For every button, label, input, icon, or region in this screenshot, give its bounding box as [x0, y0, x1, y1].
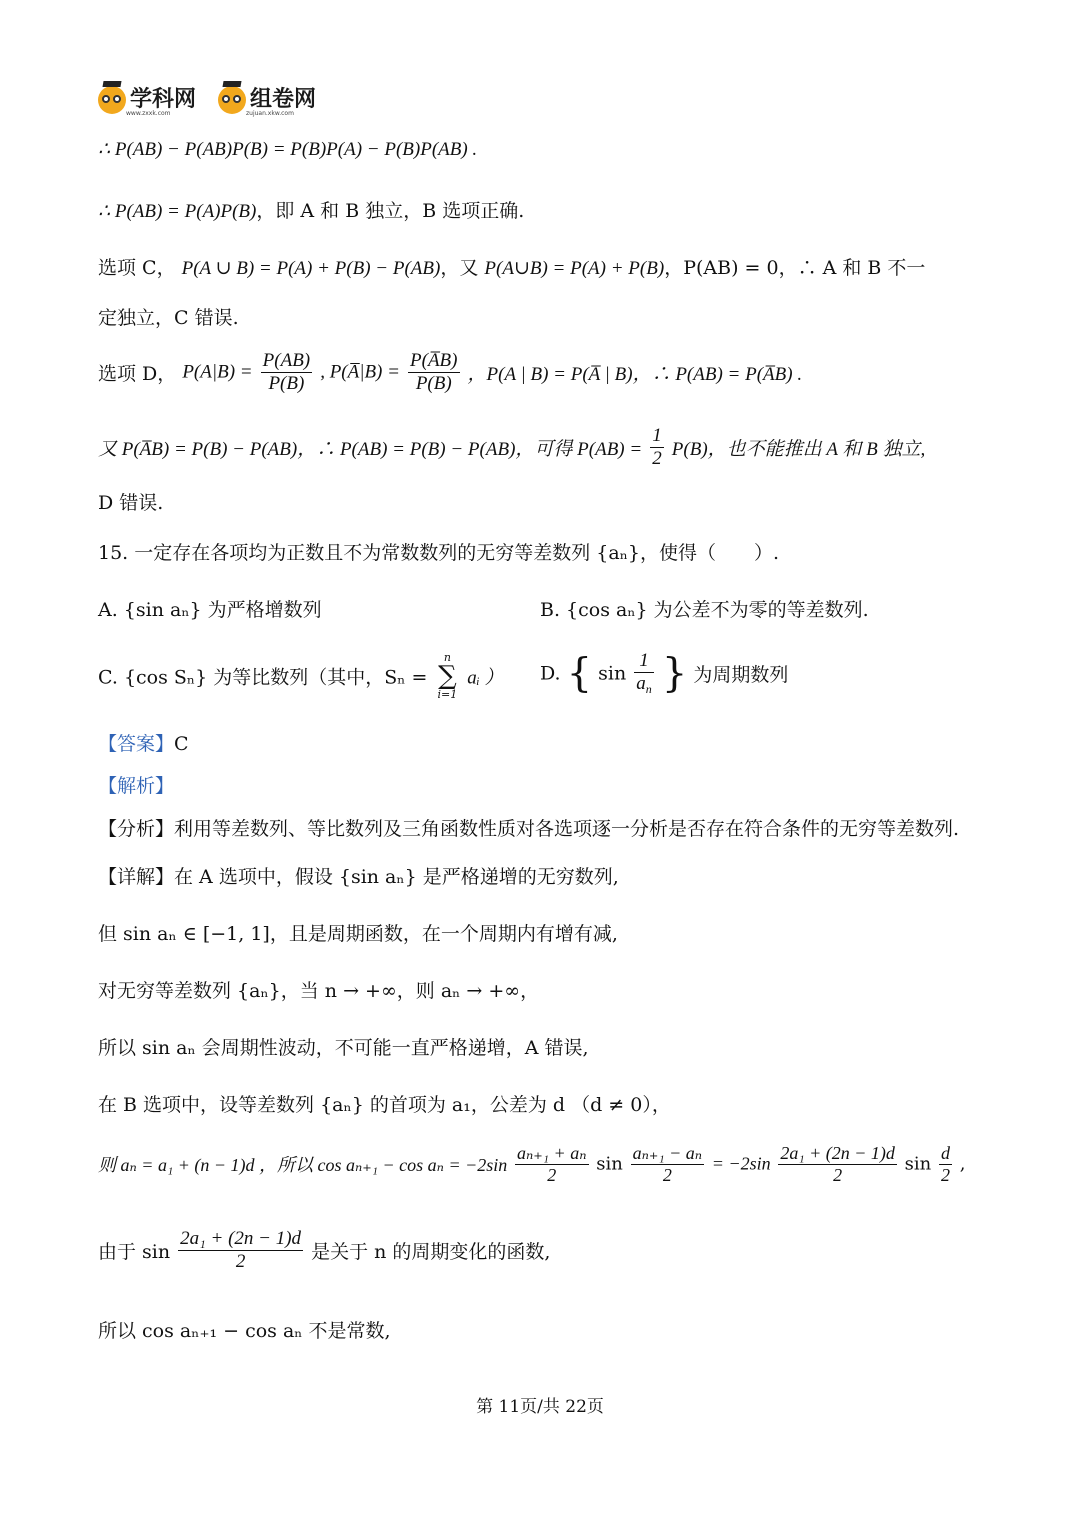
fraction — [261, 350, 312, 395]
text: 由于 sin — [98, 1240, 171, 1263]
sum-lower: i=1 — [437, 688, 458, 701]
text: ，P(AB) = 0，∴ A 和 B 不一 — [664, 257, 926, 279]
numerator: d — [940, 1143, 950, 1163]
solution-line-3: 对无穷等差数列 {aₙ}，当 n → +∞，则 aₙ → +∞， — [98, 980, 540, 1002]
solution-line-6 — [98, 1143, 965, 1185]
fraction — [778, 1143, 897, 1185]
fraction — [650, 425, 664, 470]
fraction — [631, 1143, 705, 1185]
denominator: P(B) — [415, 372, 452, 394]
label: D. — [540, 662, 561, 685]
numerator: 2a₁ + (2n − 1)d — [780, 1143, 895, 1163]
solution-line-5: 在 B 选项中，设等差数列 {aₙ} 的首项为 a₁，公差为 d （d ≠ 0）， — [98, 1094, 671, 1116]
line-derivation-2 — [98, 196, 524, 223]
option-b: B. {cos aₙ} 为公差不为零的等差数列. — [540, 599, 869, 621]
fraction — [515, 1143, 589, 1185]
fraction — [634, 650, 654, 697]
text: 是关于 n 的周期变化的函数, — [311, 1240, 551, 1263]
numerator: 1 — [652, 425, 662, 446]
sigma-icon: ∑ — [438, 661, 457, 691]
numerator: aₙ₊₁ + aₙ — [517, 1143, 587, 1163]
math: P(A|B) = — [182, 361, 253, 383]
line-derivation-1: ∴ P(AB) − P(AB)P(B) = P(B)P(A) − P(B)P(AB) . — [98, 139, 478, 160]
option-d — [540, 650, 788, 697]
sin-label: sin — [598, 662, 627, 685]
numerator: aₙ₊₁ − aₙ — [632, 1143, 703, 1163]
logo-text: 学科网 — [130, 87, 197, 112]
numerator: 2a₁ + (2n − 1)d — [180, 1228, 302, 1249]
brace-left-icon: { — [566, 650, 593, 697]
option-d-conclusion: D 错误. — [98, 492, 164, 514]
numerator: P(AB) — [262, 350, 311, 371]
logo-sub: zujuan.xkw.com — [246, 110, 294, 117]
brace-right-icon: } — [661, 650, 688, 697]
xiangjie-tag: 【详解】 — [98, 866, 175, 888]
math: , P(A̅|B) = — [320, 361, 400, 383]
option-a: A. {sin aₙ} 为严格增数列 — [98, 599, 322, 621]
math: ∴ P(AB) = P(A)P(B) — [98, 201, 257, 222]
denominator: P(B) — [268, 372, 305, 394]
summation — [436, 652, 460, 700]
text: ，即 A 和 B 独立，B 选项正确. — [256, 200, 525, 222]
option-d-analysis — [98, 350, 802, 395]
logo-zujuanwang — [218, 80, 316, 120]
solution-line-2: 但 sin aₙ ∈ [−1, 1]，且是周期函数，在一个周期内有增有减, — [98, 923, 618, 945]
owl-icon — [98, 86, 126, 114]
sin-label: sin — [596, 1153, 623, 1175]
denominator: 2 — [652, 447, 662, 469]
option-c — [98, 652, 504, 700]
xiangjie-text: 在 A 选项中，假设 {sin aₙ} 是严格递增的无穷数列, — [174, 866, 619, 888]
math: 又 P(A̅B) = P(B) − P(AB)，∴ P(AB) = P(B) − P(AB)，可得 P(AB) = — [98, 438, 643, 460]
math: ，P(A | B) = P(A̅ | B)，∴ P(AB) = P(A̅B) . — [467, 363, 803, 385]
fraction — [939, 1143, 952, 1185]
numerator: 1 — [634, 650, 654, 673]
denominator: 2 — [547, 1164, 557, 1185]
logo-sub: www.zxxk.com — [126, 110, 171, 117]
text: 为周期数列 — [693, 663, 789, 686]
option-c-analysis-cont: 定独立，C 错误. — [98, 307, 239, 329]
math: P(B)，也不能推出 A 和 B 独立, — [671, 438, 926, 460]
denominator: 2 — [940, 1164, 950, 1185]
sum-upper: n — [443, 651, 451, 664]
solution-line-7 — [98, 1228, 550, 1273]
comma: , — [959, 1153, 966, 1175]
text: C. {cos Sₙ} 为等比数列（其中，Sₙ = — [98, 666, 428, 689]
logo-text: 组卷网 — [250, 87, 317, 112]
answer-tag: 【答案】 — [98, 733, 175, 755]
question-15-stem: 15. 一定存在各项均为正数且不为常数数列的无穷等差数列 {aₙ}，使得（ ）. — [98, 542, 780, 564]
fenxi-tag: 【分析】 — [98, 818, 175, 840]
page-footer: 第 11页/共 22页 — [476, 1397, 604, 1417]
label: 选项 D， — [98, 362, 177, 385]
fraction — [408, 350, 459, 395]
sin-label: sin — [904, 1153, 932, 1175]
fenxi-text: 利用等差数列、等比数列及三角函数性质对各选项逐一分析是否存在符合条件的无穷等差数列. — [174, 818, 960, 840]
analysis-tag: 【解析】 — [98, 775, 175, 797]
fenxi-row — [98, 814, 959, 841]
option-c-analysis — [98, 253, 925, 280]
math: = −2sin — [711, 1153, 771, 1174]
denominator: 2 — [833, 1164, 843, 1185]
text: ，又 — [440, 257, 479, 279]
math: P(A ∪ B) = P(A) + P(B) − P(AB) — [181, 258, 441, 279]
math: aᵢ ） — [467, 667, 504, 689]
answer-value: C — [174, 733, 189, 755]
solution-line-4: 所以 sin aₙ 会周期性波动，不可能一直严格递增，A 错误, — [98, 1037, 589, 1059]
owl-icon — [218, 86, 246, 114]
fraction — [178, 1228, 303, 1273]
xiangjie-row — [98, 862, 619, 889]
math: 则 aₙ = a₁ + (n − 1)d ，所以 cos aₙ₊₁ − cos aₙ = −2sin — [98, 1155, 508, 1176]
logo-xuekewang — [98, 80, 196, 120]
answer-row — [98, 729, 189, 756]
option-d-analysis-2 — [98, 425, 925, 470]
solution-line-8: 所以 cos aₙ₊₁ − cos aₙ 不是常数, — [98, 1320, 391, 1342]
math: P(A∪B) = P(A) + P(B) — [484, 258, 665, 279]
label: 选项 C， — [98, 257, 176, 279]
denominator: 2 — [662, 1164, 672, 1185]
denominator: 2 — [235, 1250, 246, 1272]
denominator: $a_n$ — [636, 672, 652, 696]
numerator: P(A̅B) — [410, 350, 458, 371]
